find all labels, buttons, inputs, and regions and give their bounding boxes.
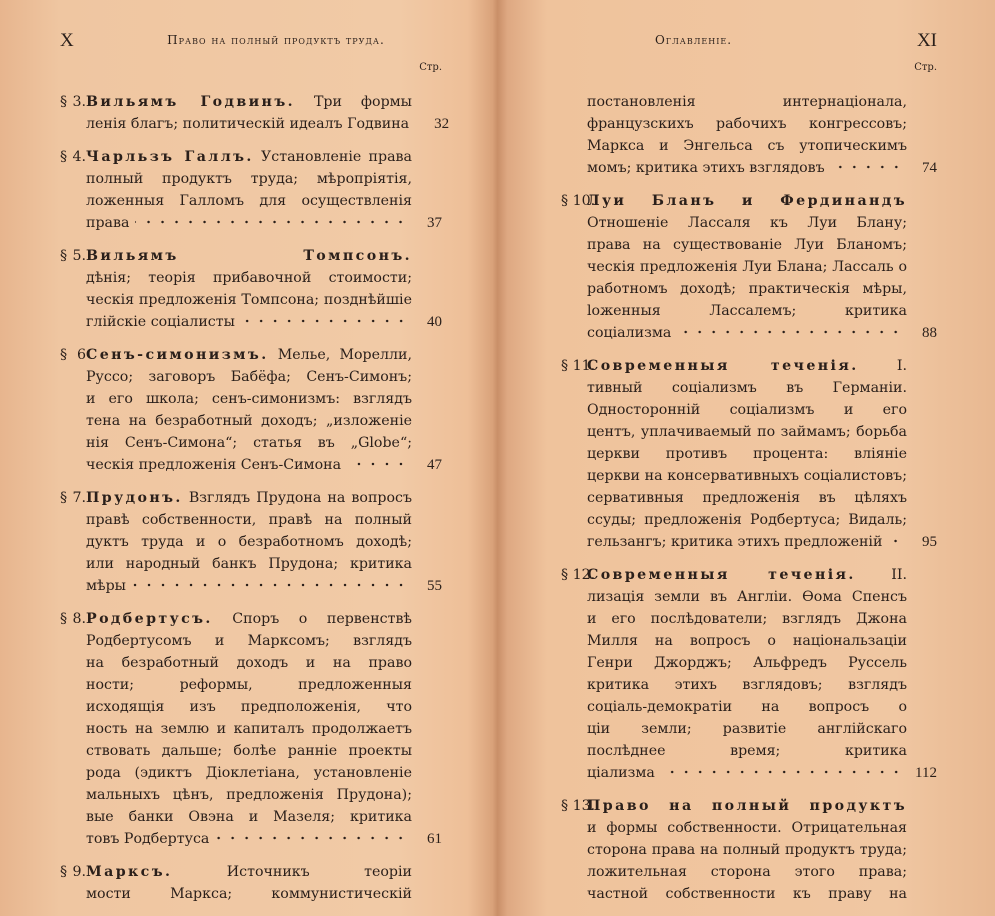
toc-line [86, 454, 442, 476]
page-reference: 37 [427, 215, 442, 231]
section-heading: Луи Бланъ и Фердинандъ [587, 193, 907, 209]
toc-line [561, 795, 907, 817]
toc-line [587, 256, 907, 278]
dot-leader [132, 580, 408, 590]
line-text: ложительная сторона этого права; [587, 864, 907, 880]
line-text: ссуды; предложенія Родбертуса; Видаль; [587, 512, 907, 528]
toc-line [561, 190, 907, 212]
table-of-contents [560, 91, 937, 916]
section-heading: Право на полный продуктъ [587, 798, 907, 814]
toc-line [86, 531, 412, 553]
line-text: лизація земли въ Англіи. Өома Спенсъ [587, 589, 907, 605]
line-text: соціализма [587, 325, 672, 341]
section-heading: Вильямъ Годвинъ. [86, 94, 295, 110]
page-column-label: Стр. [914, 62, 937, 73]
toc-line [561, 564, 907, 586]
dot-leader [241, 316, 408, 326]
line-text: ческія предложенія Томпсона; позднѣйшіе [86, 292, 412, 308]
page-reference: 95 [922, 534, 937, 550]
line-text: ціализма [587, 765, 655, 781]
running-header [560, 30, 937, 53]
line-text: на безработный доходъ и на право [86, 655, 412, 671]
line-text: Родбертусомъ и Марксомъ; взглядъ [86, 633, 412, 649]
line-text: критика этихъ взглядовъ; взглядъ [587, 677, 907, 693]
page-number: XI [916, 30, 937, 51]
line-text: мости Маркса; коммунистическій [86, 886, 412, 902]
toc-entry [560, 91, 937, 179]
toc-line [60, 146, 412, 168]
toc-line [86, 311, 442, 333]
line-text: гельзангъ; критика этихъ предложеній [587, 534, 883, 550]
toc-line [86, 575, 442, 597]
toc-line [587, 883, 907, 905]
page-reference: 32 [434, 116, 450, 132]
section-number: § 5. [60, 248, 86, 264]
toc-line [86, 806, 412, 828]
right-page [560, 0, 937, 902]
line-text: нія Сенъ-Симона“; статья въ „Globe“; [86, 435, 412, 451]
toc-entry [60, 487, 442, 597]
toc-line [587, 586, 907, 608]
left-page [60, 0, 450, 902]
toc-entry [560, 355, 937, 553]
line-text: и его школа; сенъ-симонизмъ: взглядъ [86, 391, 412, 407]
line-text: сторона права на полный продуктъ труда; [587, 842, 907, 858]
line-text: дуктъ труда и о безработномъ доходѣ; [86, 534, 412, 550]
toc-line [86, 410, 412, 432]
toc-line [587, 509, 907, 531]
section-number: § 9. [60, 864, 86, 880]
line-text: тивный соціализмъ въ Германіи. [587, 380, 907, 396]
line-text: loженныя Лассалемъ; критика [587, 303, 907, 319]
toc-line [587, 399, 907, 421]
section-heading: Чарльзъ Галлъ. [86, 149, 254, 165]
toc-line [86, 696, 412, 718]
toc-line [60, 487, 412, 509]
line-text: Три формы [313, 94, 412, 110]
toc-line [86, 718, 412, 740]
section-heading: Современныя теченія. [587, 567, 856, 583]
line-text: вые банки Овэна и Мазеля; критика [86, 809, 412, 825]
toc-line [587, 652, 907, 674]
line-text: Генри Джорджъ; Альфредъ Руссель [587, 655, 907, 671]
section-heading: Сенъ-симонизмъ. [86, 347, 269, 363]
section-heading: Вильямъ Томпсонъ. [86, 248, 412, 264]
line-text: соціаль-демократіи на вопросъ о [587, 699, 907, 715]
page-reference: 88 [922, 325, 937, 341]
toc-line [60, 344, 412, 366]
dot-leader [677, 327, 903, 337]
toc-line [587, 91, 907, 113]
line-text: ложенныя Галломъ для осуществленія [86, 193, 412, 209]
toc-line [587, 465, 907, 487]
line-text: глійскіе соціалисты [86, 314, 235, 330]
toc-line [86, 784, 412, 806]
toc-line [60, 245, 412, 267]
page-reference: 40 [427, 314, 442, 330]
line-text: дѣнія; теорія прибавочной стоимости; [86, 270, 412, 286]
toc-entry [60, 608, 442, 850]
toc-line [587, 608, 907, 630]
toc-line [587, 718, 907, 740]
line-text: Взглядъ Прудона на вопросъ [188, 490, 412, 506]
toc-line [587, 487, 907, 509]
line-text: ціи земли; развитіе англійскаго [587, 721, 907, 737]
page-reference: 61 [427, 831, 442, 847]
toc-line [86, 289, 412, 311]
section-number: § 7. [60, 490, 86, 506]
toc-entry [560, 564, 937, 784]
toc-line [86, 168, 412, 190]
toc-entry [560, 190, 937, 344]
line-text: Руссо; заговоръ Бабёфа; Сенъ-Симонъ; [86, 369, 412, 385]
running-title: Оглавленіе. [654, 33, 733, 47]
line-text: сервативныя предложенія въ цѣляхъ [587, 490, 907, 506]
toc-line [587, 377, 907, 399]
toc-entry [60, 344, 442, 476]
toc-line [86, 190, 412, 212]
line-text: Мелье, Морелли, [277, 347, 412, 363]
section-number: § 8. [60, 611, 86, 627]
page-column-label: Стр. [419, 62, 442, 73]
table-of-contents [60, 91, 450, 916]
toc-line [86, 740, 412, 762]
toc-line [587, 443, 907, 465]
line-text: центъ, уплачиваемый по займамъ; борьба [587, 424, 907, 440]
toc-line [86, 883, 412, 905]
toc-line [587, 696, 907, 718]
section-number: § 12. [561, 567, 596, 583]
section-heading: Прудонъ. [86, 490, 183, 506]
toc-line [587, 630, 907, 652]
toc-line [86, 553, 412, 575]
section-number: § 13. [561, 798, 596, 814]
toc-line [587, 861, 907, 883]
line-text: мальныхъ цѣнъ, предложенія Прудона); [86, 787, 412, 803]
toc-line [86, 674, 412, 696]
line-text: исходящія изъ предположенія, что [86, 699, 412, 715]
toc-line [587, 817, 907, 839]
line-text: ческія предложенія Сенъ-Симона [86, 457, 342, 473]
section-number: § 3. [60, 94, 86, 110]
line-text: и формы собственности. Отрицательная [587, 820, 907, 836]
toc-line [587, 421, 907, 443]
toc-entry [560, 795, 937, 905]
dot-leader [831, 162, 903, 172]
section-heading: Родбертусъ. [86, 611, 213, 627]
running-header [60, 30, 442, 53]
section-heading: Марксъ. [86, 864, 173, 880]
line-text: постановленія интернаціонала, [587, 94, 907, 110]
toc-line [86, 762, 412, 784]
toc-line [60, 608, 412, 630]
toc-line [60, 91, 412, 113]
toc-line [587, 531, 937, 553]
line-text: правѣ собственности, правѣ на полный [86, 512, 412, 528]
running-title: Право на полный продуктъ труда. [167, 33, 385, 47]
line-text: мѣры [86, 578, 126, 594]
toc-line [86, 652, 412, 674]
toc-line [587, 157, 937, 179]
line-text: II. [891, 567, 907, 583]
line-text: права на существованіе Луи Бланомъ; [587, 237, 907, 253]
dot-leader [215, 833, 408, 843]
toc-line [587, 278, 907, 300]
line-text: или народный банкъ Прудона; критика [86, 556, 412, 572]
line-text: момъ; критика этихъ взглядовъ [587, 160, 825, 176]
toc-line [587, 212, 907, 234]
toc-line [86, 113, 450, 135]
toc-line [587, 322, 937, 344]
line-text: ческія предложенія Луи Блана; Лассаль о [587, 259, 907, 275]
line-text: работномъ доходѣ; практическія мѣры, [587, 281, 907, 297]
line-text: I. [896, 358, 907, 374]
line-text: Установленіе права [261, 149, 412, 165]
page-reference: 55 [427, 578, 442, 594]
toc-line [60, 861, 412, 883]
page-reference: 74 [922, 160, 937, 176]
line-text: Милля на вопросъ о національзаціи [587, 633, 907, 649]
dot-leader [347, 459, 408, 469]
dot-leader [888, 536, 903, 546]
line-text: полный продуктъ труда; мѣропріятія, [86, 171, 412, 187]
dot-leader [135, 217, 408, 227]
page-number: X [60, 30, 74, 51]
toc-entry [60, 91, 450, 135]
toc-line [587, 762, 937, 784]
page-reference: 112 [915, 765, 937, 781]
line-text: ность на землю и капиталъ продолжаетъ [86, 721, 412, 737]
toc-line [587, 740, 907, 762]
toc-line [587, 113, 907, 135]
toc-line [86, 828, 442, 850]
page-reference: 47 [427, 457, 442, 473]
section-number: § 11. [561, 358, 596, 374]
section-heading: Современныя теченія. [587, 358, 859, 374]
line-text: и его послѣдователи; взглядъ Джона [587, 611, 907, 627]
section-number: § 6 [60, 347, 86, 363]
line-text: Односторонній соціализмъ и его [587, 402, 907, 418]
section-number: § 10. [561, 193, 596, 209]
toc-line [587, 674, 907, 696]
line-text: Маркса и Энгельса съ утопическимъ [587, 138, 907, 154]
toc-entry [60, 861, 442, 905]
line-text: церкви противъ процента: вліяніе [587, 446, 907, 462]
dot-leader [661, 767, 903, 777]
toc-line [587, 234, 907, 256]
line-text: права [86, 215, 130, 231]
toc-entry [60, 146, 442, 234]
line-text: церкви на консервативныхъ соціалистовъ; [587, 468, 907, 484]
line-text: Источникъ теоріи [226, 864, 412, 880]
toc-line [587, 135, 907, 157]
toc-line [86, 267, 412, 289]
toc-line [86, 509, 412, 531]
line-text: товъ Родбертуса [86, 831, 210, 847]
line-text: тена на безработный доходъ; „изложеніе [86, 413, 412, 429]
line-text: ленія благъ; политическій идеалъ Годвина [86, 116, 410, 132]
line-text: частной собственности къ праву на [587, 886, 907, 902]
line-text: ствовать дальше; болѣе ранніе проекты [86, 743, 412, 759]
line-text: послѣднее время; критика [587, 743, 907, 759]
line-text: ности; реформы, предложенныя [86, 677, 412, 693]
toc-line [86, 388, 412, 410]
toc-line [561, 355, 907, 377]
toc-line [86, 212, 442, 234]
toc-line [86, 432, 412, 454]
line-text: французскихъ рабочихъ конгрессовъ; [587, 116, 907, 132]
section-number: § 4. [60, 149, 86, 165]
toc-line [86, 366, 412, 388]
toc-line [587, 839, 907, 861]
toc-line [86, 630, 412, 652]
toc-line [587, 300, 907, 322]
toc-entry [60, 245, 442, 333]
line-text: Отношеніе Лассаля къ Луи Блану; [587, 215, 907, 231]
line-text: рода (эдиктъ Діоклетіана, установленіе [86, 765, 412, 781]
line-text: Споръ о первенствѣ [232, 611, 412, 627]
